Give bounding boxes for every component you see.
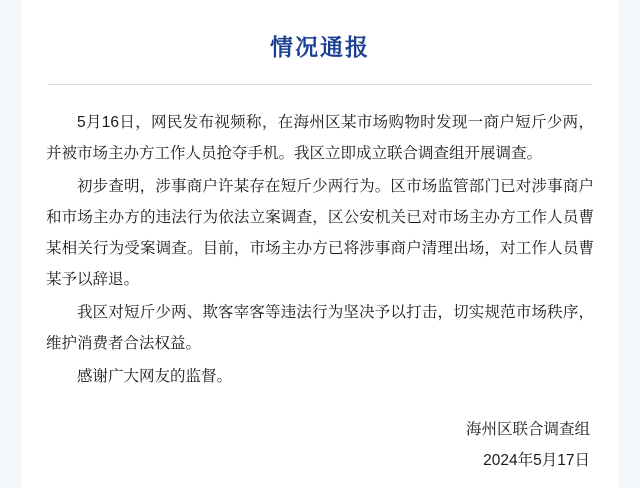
paragraph: 感谢广大网友的监督。 bbox=[77, 367, 233, 385]
title-area bbox=[46, 0, 594, 78]
signature-organization: 海州区联合调查组 bbox=[465, 420, 590, 438]
signature-date: 2024年5月17日 bbox=[483, 451, 590, 469]
signature-block bbox=[46, 414, 594, 476]
document-title: 情况通报 bbox=[270, 34, 370, 60]
paragraph: 初步查明，涉事商户许某存在短斤少两行为。区市场监管部门已对涉事商户和市场主办方的违法行为依法立案调查，区公安机关已对市场主办方工作人员曹某相关行为受案调查。目前，市场主办方已将涉事商户清理出场，对工作人员曹某予以辞退。 bbox=[46, 177, 594, 288]
left-margin-band bbox=[0, 0, 22, 488]
document-content bbox=[22, 0, 618, 488]
right-margin-band bbox=[618, 0, 640, 488]
document-body bbox=[46, 85, 594, 392]
paragraph: 5月16日，网民发布视频称，在海州区某市场购物时发现一商户短斤少两，并被市场主办方工作人员抢夺手机。我区立即成立联合调查组开展调查。 bbox=[46, 113, 594, 162]
paragraph: 我区对短斤少两、欺客宰客等违法行为坚决予以打击，切实规范市场秩序，维护消费者合法权益。 bbox=[46, 303, 594, 352]
